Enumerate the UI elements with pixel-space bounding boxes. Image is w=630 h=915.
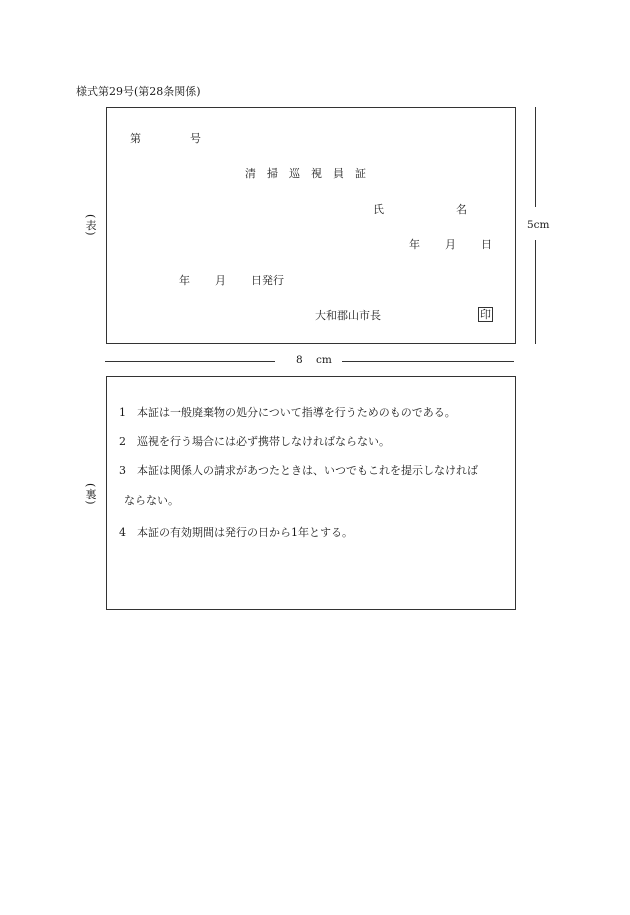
name-label-first: 氏 <box>373 203 384 216</box>
height-dimension-line-top <box>535 107 536 207</box>
issue-month-label: 月 <box>215 274 226 287</box>
width-dimension-line-right <box>342 361 514 362</box>
back-card <box>106 376 516 610</box>
notice-item-text: 本証は一般廃棄物の処分について指導を行うためのものである。 <box>137 406 456 419</box>
front-card <box>106 107 516 344</box>
width-dimension-line-left <box>105 361 275 362</box>
back-side-label: (裏) <box>84 483 97 506</box>
notice-item <box>119 433 390 449</box>
notice-item-continuation <box>124 492 179 508</box>
number-suffix: 号 <box>190 132 201 145</box>
seal-mark: 印 <box>480 308 491 321</box>
notice-item-text: ならない。 <box>124 494 179 507</box>
issuer-title: 大和郡山市長 <box>315 309 381 322</box>
notice-item <box>119 462 478 478</box>
height-dimension-label: 5cm <box>527 219 550 231</box>
issue-day-label: 日発行 <box>251 274 284 287</box>
name-label-second: 名 <box>456 203 467 216</box>
date-month-label: 月 <box>445 238 456 251</box>
width-dimension-number: 8 <box>296 354 303 366</box>
width-dimension-unit: cm <box>316 354 332 366</box>
notice-item-number: 4 <box>119 526 126 539</box>
height-dimension-line-bottom <box>535 240 536 344</box>
notice-item-text: 巡視を行う場合には必ず携帯しなければならない。 <box>137 435 390 448</box>
issue-year-label: 年 <box>179 274 190 287</box>
notice-item <box>119 404 456 420</box>
number-prefix: 第 <box>130 132 141 145</box>
date-year-label: 年 <box>409 238 420 251</box>
certificate-title: 清 掃 巡 視 員 証 <box>245 167 366 180</box>
notice-item-text: 本証は関係人の請求があつたときは、いつでもこれを提示しなければ <box>137 464 478 477</box>
notice-item <box>119 524 353 540</box>
front-side-label: (表) <box>84 214 97 237</box>
notice-item-number: 1 <box>119 406 126 419</box>
form-title: 様式第29号(第28条関係) <box>76 85 201 98</box>
notice-item-text: 本証の有効期間は発行の日から1年とする。 <box>137 526 353 539</box>
date-day-label: 日 <box>481 238 492 251</box>
notice-item-number: 2 <box>119 435 126 448</box>
notice-item-number: 3 <box>119 464 126 477</box>
